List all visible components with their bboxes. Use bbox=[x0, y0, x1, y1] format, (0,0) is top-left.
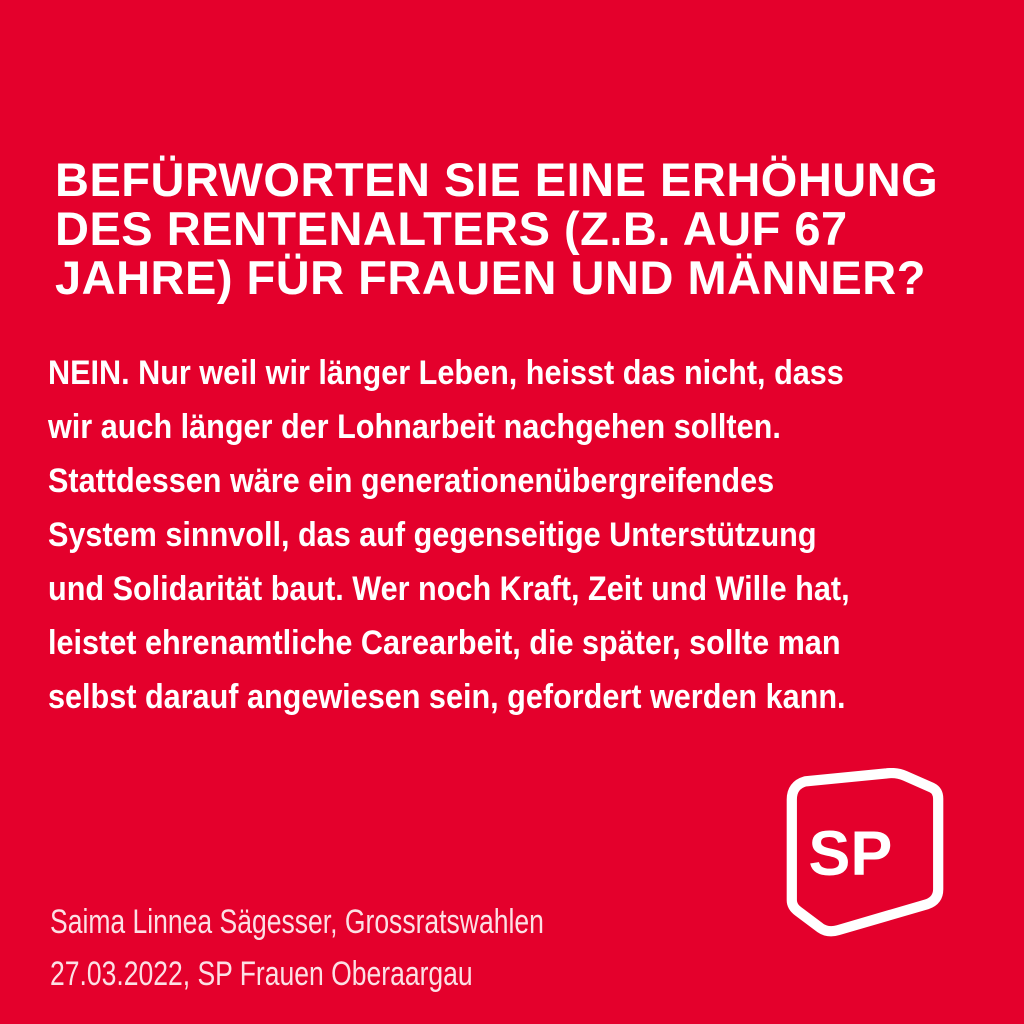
body-line: wir auch länger der Lohnarbeit nachgehen sollten. bbox=[48, 408, 781, 446]
body-text bbox=[48, 346, 850, 724]
sp-logo-text: SP bbox=[808, 819, 893, 890]
attribution bbox=[50, 896, 544, 1000]
body-line: System sinnvoll, das auf gegenseitige Unterstützung bbox=[48, 516, 817, 554]
headline-line: BEFÜRWORTEN SIE EINE ERHÖHUNG bbox=[55, 153, 939, 206]
body-line: und Solidarität baut. Wer noch Kraft, Zeit und Wille hat, bbox=[48, 570, 850, 608]
attribution-line: 27.03.2022, SP Frauen Oberaargau bbox=[50, 955, 473, 993]
body-line: selbst darauf angewiesen sein, gefordert werden kann. bbox=[48, 678, 846, 716]
body-line: NEIN. Nur weil wir länger Leben, heisst das nicht, dass bbox=[48, 354, 844, 392]
sp-logo-badge-icon bbox=[785, 768, 945, 938]
headline bbox=[55, 155, 938, 302]
body-line: Stattdessen wäre ein generationenübergreifendes bbox=[48, 462, 775, 500]
sp-logo bbox=[785, 768, 945, 938]
headline-line: DES RENTENALTERS (Z.B. AUF 67 bbox=[55, 202, 848, 255]
attribution-line: Saima Linnea Sägesser, Grossratswahlen bbox=[50, 903, 544, 941]
headline-line: JAHRE) FÜR FRAUEN UND MÄNNER? bbox=[55, 251, 926, 304]
body-line: leistet ehrenamtliche Carearbeit, die später, sollte man bbox=[48, 624, 841, 662]
